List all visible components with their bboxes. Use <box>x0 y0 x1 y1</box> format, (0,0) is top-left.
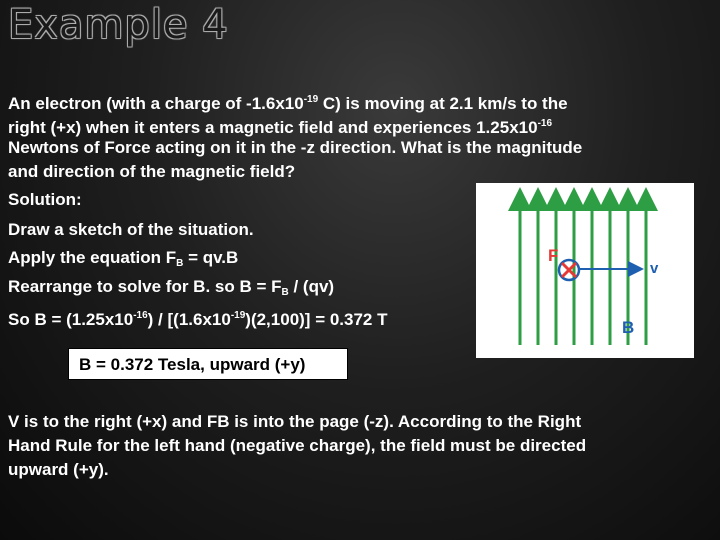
conclusion-paragraph <box>8 410 698 482</box>
problem-line-2: right (+x) when it enters a magnetic field and experiences $1.25x10^{-16}$ <box>8 118 553 137</box>
solution-step-1: Draw a sketch of the situation. <box>8 220 254 239</box>
solution-step-3: Rearrange to solve for B. so $B = F_B / (qv)$ <box>8 277 335 298</box>
solution-step-2: Apply the equation $F_B = qv.B$ <box>8 248 239 269</box>
conclusion-line-1: V is to the right (+x) and FB is into the page (-z). According to the Right <box>8 412 582 431</box>
conclusion-line-3: upward (+y). <box>8 460 109 479</box>
velocity-label: v <box>650 260 659 277</box>
problem-line-3: Newtons of Force acting on it in the -z direction. What is the magnitude <box>8 138 583 157</box>
answer-box: B = 0.372 Tesla, upward (+y) <box>68 348 348 380</box>
force-label: F <box>548 246 559 265</box>
solution-heading: Solution: <box>8 190 82 209</box>
magnetic-field-diagram <box>476 183 694 358</box>
solution-step-4: So $B = (1.25x10^{-16}) / [(1.6x10^{-19})(2,100)] = 0.372$ T <box>8 310 388 329</box>
slide-title: Example 4 <box>8 2 229 48</box>
problem-line-4: and direction of the magnetic field? <box>8 162 296 181</box>
problem-line-1: An electron (with a charge of $-1.6x10^{-19}$ C) is moving at 2.1 km/s to the <box>8 94 568 113</box>
conclusion-line-2: Hand Rule for the left hand (negative charge), the field must be directed <box>8 436 587 455</box>
field-label: B <box>622 318 635 337</box>
